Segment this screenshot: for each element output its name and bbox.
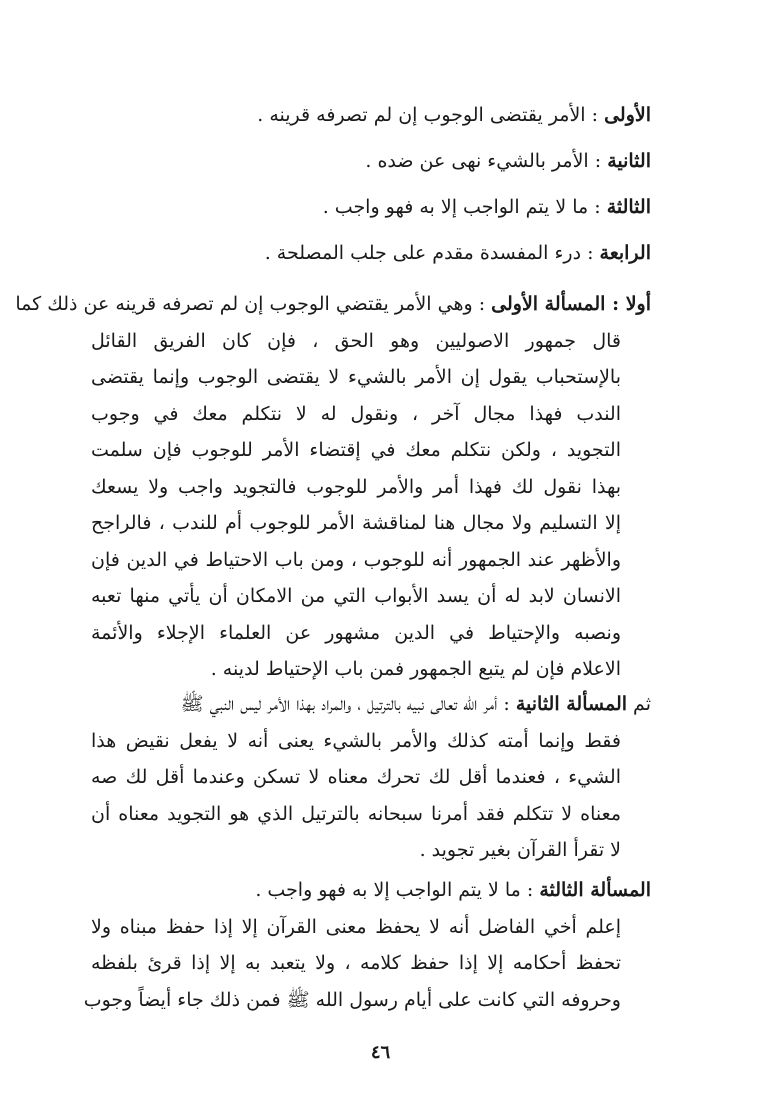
paragraph-line: فقط وإنما أمته كذلك والأمر بالشيء يعنى أنه لا يفعل نقيض هذا [91,729,621,752]
page-number: ٤٦ [370,1042,391,1063]
section-3-label: المسألة الثالثة [539,879,651,901]
section-2-first-text: : أمر الله تعالى نبيه بالترتيل ، والمراد بهذا الأمر ليس النبي ﷺ [180,693,516,715]
section-1-label: أولا : المسألة الأولى [491,293,651,315]
paragraph-line: بالإستحباب يقول إن الأمر بالشيء لا يقتضى الوجوب وإنما يقتضى [91,366,621,388]
paragraph-line: تحفظ أحكامه إلا إذا حفظ كلامه ، ولا يتعبد به إلا إذا قرئ بلفظه [91,952,621,974]
section-2-label: المسألة الثانية [515,693,628,715]
rule-4 [91,230,651,276]
section-3-first-text: : ما لا يتم الواجب إلا به فهو واجب . [255,879,540,901]
rule-3 [91,184,651,230]
rule-3-text: : ما لا يتم الواجب إلا به فهو واجب . [322,196,607,218]
section-2-first-line [91,686,651,723]
rule-2-text: : الأمر بالشيء نهى عن ضده . [365,150,608,172]
section-1-first-text: : وهي الأمر يقتضي الوجوب إن لم تصرفه قرينه عن ذلك كما [15,293,492,315]
paragraph-line: التجويد ، ولكن نتكلم معك في إقتضاء الأمر للوجوب فإن سلمت [91,439,621,461]
rule-4-label: الرابعة [599,242,651,264]
section-3-first-line [91,872,651,909]
rules-list [91,92,651,276]
paragraph-line: وحروفه التي كانت على أيام رسول الله ﷺ فمن ذلك جاء أيضاً وجوب [83,988,621,1011]
paragraph-line: الندب فهذا مجال آخر ، ونقول له لا نتكلم معك في وجوب [91,402,621,425]
section-first-issue [15,286,651,688]
paragraph-line: الشيء ، فعندما أقل لك تحرك معناه لا تسكن وعندما أقل لك صه [91,766,621,788]
rule-3-label: الثالثة [606,196,651,218]
paragraph-line: الانسان لابد له أن يسد الأبواب التي من الامكان أن يأتي منها تعبه [91,585,621,607]
rule-2-label: الثانية [607,150,651,172]
paragraph-line: بهذا نقول لك فهذا أمر والأمر للوجوب فالتجويد واجب ولا يسعك [91,475,621,498]
section-second-issue [91,686,651,869]
paragraph-line: ونصبه والإحتياط في الدين مشهور عن العلماء الإجلاء والأئمة [91,621,621,644]
paragraph-line: الاعلام فإن لم يتبع الجمهور فمن باب الإحتياط لدينه . [210,658,621,680]
rule-2 [91,138,651,184]
paragraph-line: والأظهر عند الجمهور أنه للوجوب ، ومن باب الاحتياط في الدين فإن [91,548,621,571]
rule-1-text: : الأمر يقتضى الوجوب إن لم تصرفه قرينه . [257,104,605,126]
paragraph-line: لا تقرأ القرآن بغير تجويد . [419,839,621,861]
rule-4-text: : درء المفسدة مقدم على جلب المصلحة . [264,242,600,264]
section-third-issue [83,872,651,1018]
rule-1 [91,92,651,138]
rule-1-label: الأولى [604,104,651,126]
paragraph-line: قال جمهور الاصوليين وهو الحق ، فإن كان الفريق القائل [91,329,621,352]
paragraph-line: إلا التسليم ولا مجال هنا لمناقشة الأمر للوجوب أم للندب ، فالراجح [91,512,621,534]
section-1-first-line [15,286,651,323]
paragraph-line: إعلم أخي الفاضل أنه لا يحفظ معنى القرآن إلا إذا حفظ مبناه ولا [91,915,621,938]
section-2-prefix: ثم [627,693,651,715]
paragraph-line: معناه لا تتكلم فقد أمرنا سبحانه بالترتيل الذي هو التجويد معناه أن [91,802,621,825]
